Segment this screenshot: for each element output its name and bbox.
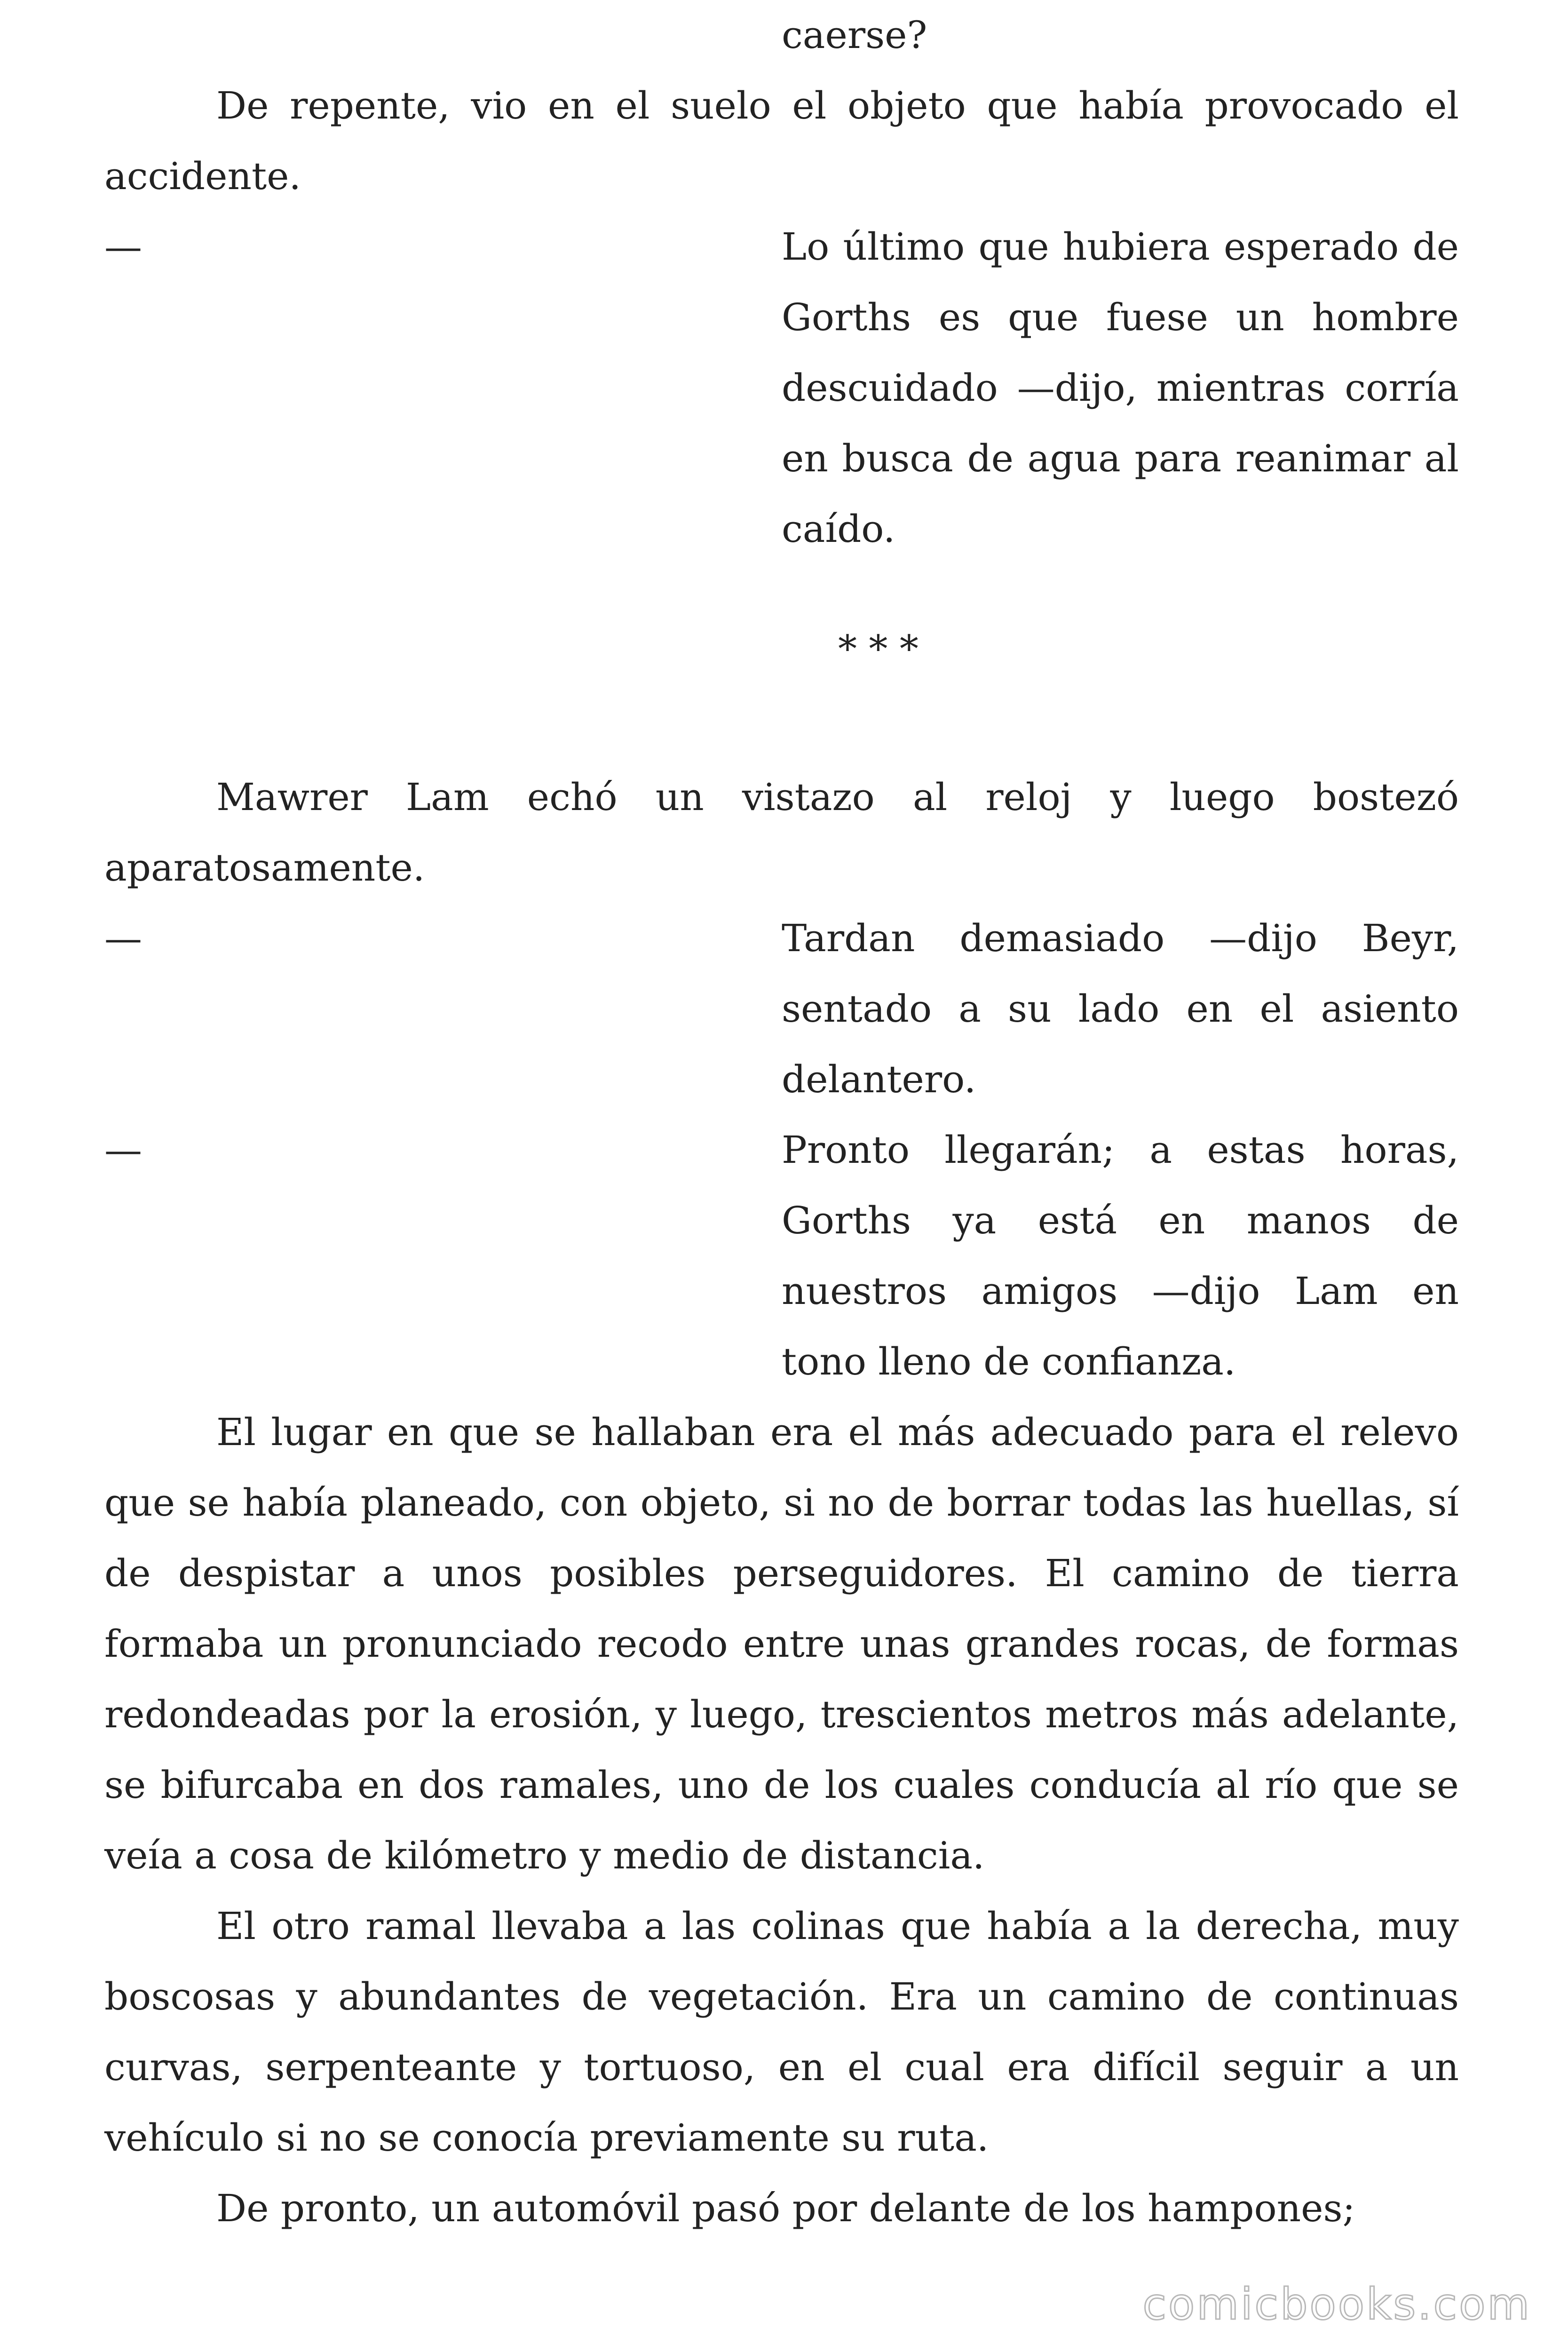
- dialogue-dash: —: [104, 225, 142, 269]
- site-watermark: comicbooks.com: [1142, 2279, 1531, 2329]
- dialogue-text: Pronto llegarán; a estas horas, Gorths ya está en manos de nuestros amigos —dijo Lam en tono lleno de confianza.: [782, 1128, 1459, 1383]
- dialogue-line: [104, 1115, 1459, 1397]
- scene-separator: * * *: [838, 627, 919, 671]
- continued-fragment: caerse?: [782, 13, 927, 57]
- dialogue-dash: —: [104, 1128, 142, 1172]
- book-page: [104, 0, 1459, 2352]
- paragraph: De pronto, un automóvil pasó por delante de los hampones;: [216, 2186, 1355, 2230]
- dialogue-text: Lo último que hubiera esperado de Gorths es que fuese un hombre descuidado —dijo, mientras corría en busca de agua para reanimar al caído.: [782, 225, 1459, 551]
- dialogue-dash: —: [104, 916, 142, 960]
- dialogue-line: [104, 212, 1459, 564]
- dialogue-line: [104, 903, 1459, 1115]
- paragraph: De repente, vio en el suelo el objeto que había provocado el accidente.: [104, 84, 1459, 198]
- paragraph: Mawrer Lam echó un vistazo al reloj y luego bostezó aparatosamente.: [104, 775, 1459, 890]
- dialogue-text: Tardan demasiado —dijo Beyr, sentado a su lado en el asiento delantero.: [782, 916, 1459, 1101]
- paragraph: El otro ramal llevaba a las colinas que había a la derecha, muy boscosas y abundantes de vegetación. Era un camino de continuas curvas, serpenteante y tortuoso, en el cual era difícil seguir a un vehículo si no se conocía previamente su ruta.: [104, 1904, 1459, 2160]
- paragraph: El lugar en que se hallaban era el más adecuado para el relevo que se había planeado, con objeto, si no de borrar todas las huellas, sí de despistar a unos posibles perseguidores. El camino de tierra formaba un pronunciado recodo entre unas grandes rocas, de formas redondeadas por la erosión, y luego, trescientos metros más adelante, se bifurcaba en dos ramales, uno de los cuales conducía al río que se veía a cosa de kilómetro y medio de distancia.: [104, 1410, 1459, 1877]
